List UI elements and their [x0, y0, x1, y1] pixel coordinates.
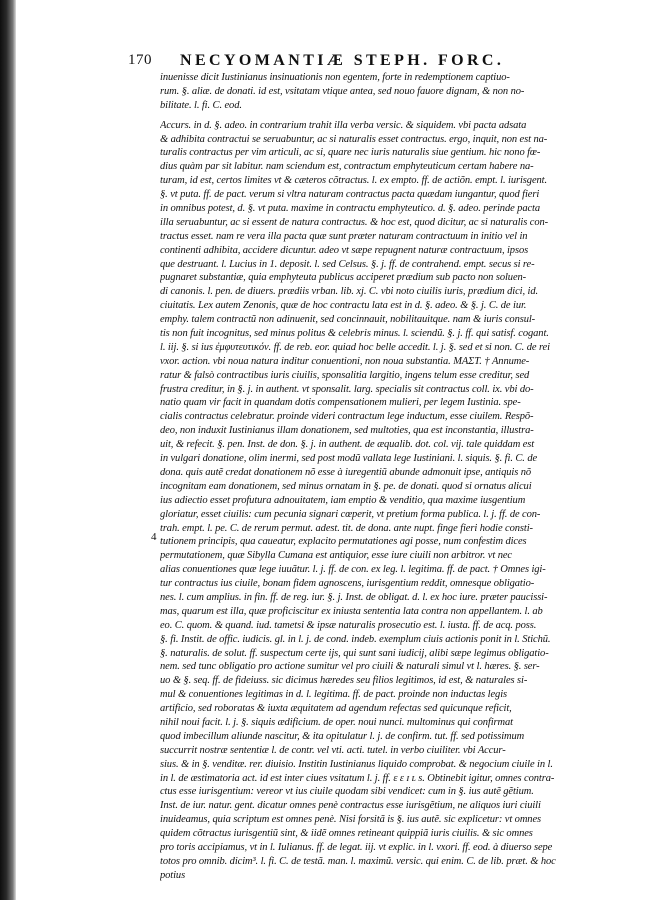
text-line: in vulgari donatione, olim inermi, sed post modũ vallata lege Iustiniani. l. siquis. §. fi. C. de [160, 453, 538, 465]
text-line: §. vt puta. ff. de pact. verum si vltra naturam contractus pacta quædam iungantur, quod fieri [160, 189, 540, 201]
text-line: totos pro omnib. dicim³. l. fi. C. de testã. man. l. maximũ. versic. qui enim. C. de lib. præt. & hoc [160, 855, 556, 867]
text-line: l. iij. §. si ius ἐμφυτευτικόν. ff. de reb. eor. quiad hoc belle accedit. l. j. §. sed et si non. C. de rei [160, 341, 550, 353]
text-line: uo & §. seq. ff. de fideiuss. sic dicimus hæredes seu filios legitimos, id est, & naturales si- [160, 675, 528, 687]
text-line: tur contractus ius ciuile, bonam fidem agnoscens, iurisgentium reddit, omnesque obligatio- [160, 578, 535, 590]
text-line: deo, non induxit Iustinianus illam donationem, sed multoties, qua est inconstantia, illustra- [160, 425, 534, 437]
text-line: dona. quis autẽ credat donationem nõ esse à iuregentiũ abunde admonuit ipse, antiquis nõ [160, 466, 532, 478]
text-line: nihil noui facit. l. j. §. siquis ædificium. de oper. noui nunci. multominus qui confirmat [160, 716, 513, 728]
text-line: tis non fuit incognitus, sed minus politus & celebris minus. l. sciendũ. §. j. ff. qui satisf. cogant. [160, 328, 549, 340]
text-line: ctus esse iurisgentium: vereor vt ius ciuile quodam sibi vendicet: cum in §. ius autẽ gẽtium. [160, 786, 534, 798]
text-line: mas, quarum est illa, quæ proficiscitur ex iniusta sententia lata contra non appellantem. l. ab [160, 605, 543, 617]
text-line: turalis contractus per vim articuli, ac si, quare nec iuris naturalis siue gentium. hic nono fœ- [160, 147, 541, 159]
page-number: 170 [128, 52, 152, 68]
binding-gutter-shadow [0, 0, 16, 900]
text-line: §. naturalis. de solut. ff. suspectum certe ijs, qui sunt sani iudicij, alibi sæpe legimus obligatio- [160, 647, 549, 659]
text-line: emphy. talem contractũ non adinuenit, sed concinnauit, nobilitauitque. nam & iuris consul- [160, 314, 536, 326]
text-line: tractus esset. nam re vera illa pacta quæ sunt præter naturam contractuum in initio vel in [160, 230, 528, 242]
text-line: nem. sed tunc obligatio pro actione sumitur vel pro ciuili & naturali simul vt l. hæres. §. ser- [160, 661, 540, 673]
text-line: permutationem, quæ Sibylla Cumana est antiquior, esse iure ciuili non arbitror. vt nec [160, 550, 512, 562]
text-line: in omnibus potest, d. §. vt puta. maxime in contractu emphyteutico. d. §. adeo. perinde pacta [160, 203, 541, 215]
text-line: Inst. de iur. natur. gent. dicatur omnes penè contractus esse iurisgẽtium, ne aliquos iuri ciuili [160, 800, 541, 812]
text-line: gloriatur, esset ciuilis: cum pecunia signari cœperit, vt pretium forma publica. l. j. ff. de con- [160, 508, 541, 520]
text-line: quod imbecillum aliunde nascitur, & ita opitulatur l. j. de confirm. tut. ff. sed potissimum [160, 730, 525, 742]
text-line: illa seruabuntur, ac si essent de natura contractus. & hoc est, quod dicitur, ac si naturalis con- [160, 216, 549, 228]
text-line: turam, id est, certos limites vt & cæteros cõtractus. l. ex empto. ff. de actiõn. empt. l. iurisgent. [160, 175, 547, 187]
text-line: tutionem principis, qua caueatur, explacito permutationes agi posse, num confestim dices [160, 536, 527, 548]
paragraph-2 [160, 119, 636, 883]
margin-note-marker: 4 [151, 531, 157, 543]
text-line: incognitam eam donationem, sed minus ornatam in §. pe. de donati. quod si ornatus alicui [160, 480, 532, 492]
text-line: pugnaret substantiæ, quia emphyteuta publicus acciperet prædium sub pacto non soluen- [160, 272, 527, 284]
text-line: di canonis. l. pen. de diuers. prædiis vrban. lib. xj. C. vbi noto ciuilis iuris, prædium dici, id. [160, 286, 539, 298]
text-line: dius quàm par sit labitur. nam sciendum est, contractum emphyteuticum certam habere na- [160, 161, 534, 173]
text-line: rum. §. aliæ. de donati. id est, vsitatam vtique antea, sed nouo fauore dignam, & non no- [160, 85, 525, 97]
text-line: Accurs. in d. §. adeo. in contrarium trahit illa verba versic. & siquidem. vbi pacta adsata [160, 119, 527, 131]
running-title: NECYOMANTIÆ STEPH. FORC. [180, 52, 505, 69]
text-line: alias conuentiones quæ lege iuuãtur. l. j. ff. de con. ex leg. l. legitima. ff. de pact. † Omnes igi- [160, 564, 546, 576]
text-line: ratur & falsò contractibus iuris ciuilis, sponsalitia largitio, ingens telum esse creditur, sed [160, 369, 530, 381]
text-line: mul & conuentiones legitimas in d. l. legitima. ff. de pact. proinde non inductas legis [160, 689, 507, 701]
text-line: vxor. action. vbi noua natura inditur conuentioni, non noua substantia. ΜΑΣΤ. † Annume- [160, 355, 530, 367]
text-line: trah. empt. l. pe. C. de rerum permut. adest. tit. de dona. ante nupt. finge fieri hodie consti- [160, 522, 533, 534]
text-body [160, 71, 636, 883]
text-line: ius adiectio esset profutura adnouitatem, iam emptio & venditio, qua maxime iusgentium [160, 494, 526, 506]
text-line: quidem cõtractus iurisgentiũ sint, & iidẽ omnes retineant quippiã iuris ciuilis. & sic omnes [160, 828, 533, 840]
text-line: que destruant. l. Lucius in 1. deposit. l. sed Celsus. §. j. ff. de contrahend. empt. secus si re- [160, 258, 535, 270]
text-line: pro toris accipiamus, vt in l. Iulianus. ff. de legat. iij. vt explic. in l. vxori. ff. eod. à diuerso sepe [160, 841, 553, 853]
text-line: ciuitatis. Lex autem Zenonis, quæ de hoc contractu lata est in d. §. adeo. & §. j. C. de iur. [160, 300, 527, 312]
text-line: inuideamus, quia scriptum est omnes penè. Nisi forsitã is §. ius autẽ. sic explicetur: vt omnes [160, 814, 542, 826]
text-line: §. fi. Instit. de offic. iudicis. gl. in l. j. de cond. indeb. exemplum ciuis actionis ponit in l. Stichũ. [160, 633, 551, 645]
text-line: succurrit nostræ sententiæ l. de contr. vel vti. acti. tutel. in verbo ciuiliter. vbi Accur- [160, 744, 506, 756]
text-line: frustra creditur, in §. j. in authent. vt sponsalit. larg. specialis sit contractus coll. ix. vbi do- [160, 383, 534, 395]
text-line: bilitate. l. fi. C. eod. [160, 99, 242, 111]
text-line: natio quam vir facit in quandam dotis compensationem mulieri, per legem Iustinia. spe- [160, 397, 521, 409]
text-line: sius. & in §. venditæ. rer. diuisio. Institin Iustinianus liquido comprobat. & negocium ciuile in l. [160, 758, 553, 770]
text-line: potius [160, 869, 186, 881]
text-line: artificio, sed roboratas & iuxta æquitatem ad agendum refectas sed quicunque reficit, [160, 703, 512, 715]
text-line: continenti adhibita, accidere dicuntur. adeo vt sæpe repugnent naturæ contractuum, ipsos [160, 244, 529, 256]
text-line: inuenisse dicit Iustinianus insinuationis non egentem, forte in redemptionem captiuo- [160, 72, 510, 83]
text-line: nes. l. cum amplius. in fin. ff. de reg. iur. §. j. Inst. de obligat. d. l. ex hoc iure. præter paucissi- [160, 591, 548, 603]
text-line: eo. C. quom. & quand. iud. tametsi & ipsæ naturalis prosecutio est. l. iusta. ff. de acq. poss. [160, 619, 537, 631]
text-line: cialis contractus celebratur. proinde videri contractum lege inductum, esse ciuilem. Respõ- [160, 411, 534, 423]
text-line: uit, & refecit. §. pen. Inst. de don. §. j. in authent. de æqualib. dot. col. vij. tale quiddam est [160, 439, 535, 451]
page-header [128, 52, 648, 72]
paragraph-1 [160, 71, 636, 113]
text-line: & adhibita contractui se seruabuntur, ac si naturalis esset contractus. ergo, inquit, non est na- [160, 133, 548, 145]
text-line: in l. de æstimatoria act. id est inter ciues vsitatum l. j. ff. ε ɛ ɪ ʟ s. Obtinebit igitur, omnes contra- [160, 772, 555, 784]
